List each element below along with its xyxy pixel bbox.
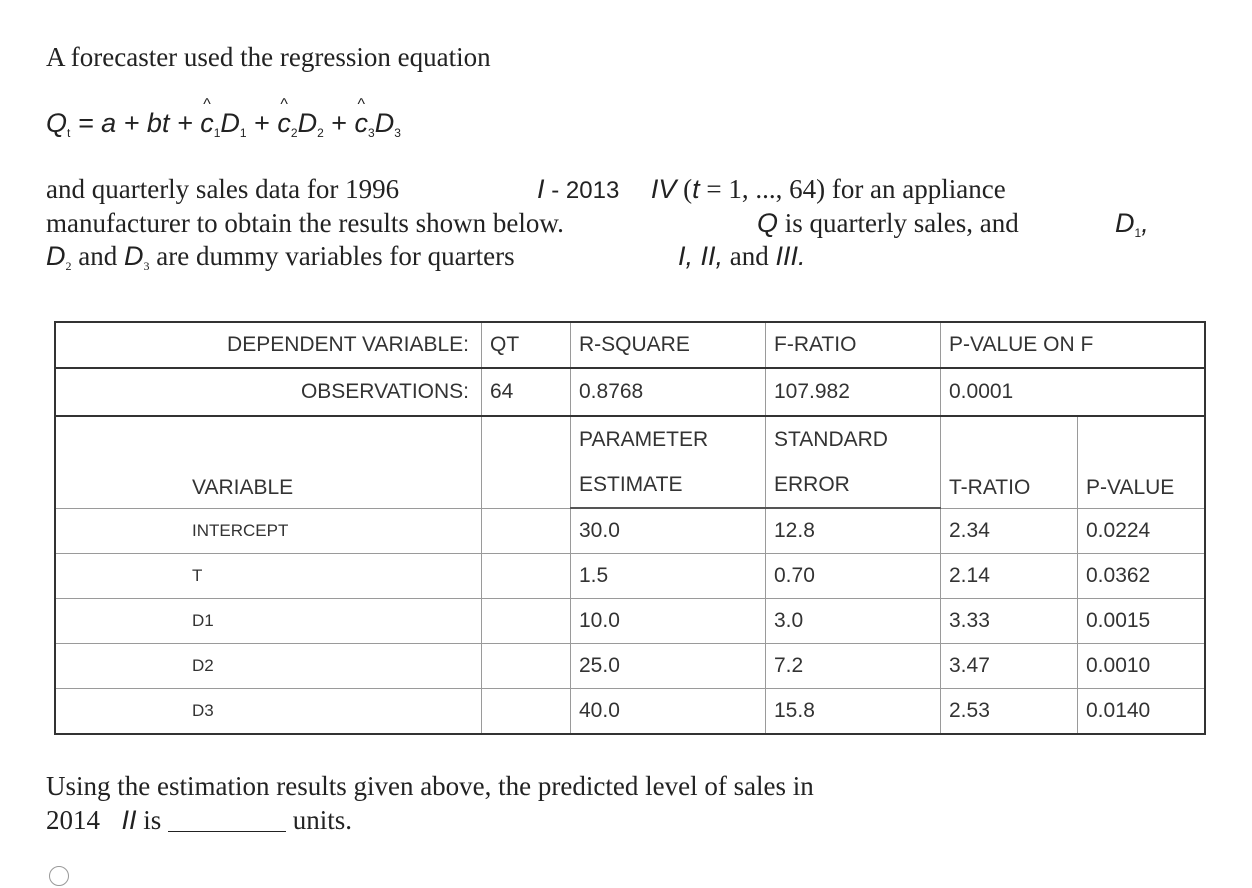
eq-plus-2: + [323, 108, 355, 138]
eq-d3: D [374, 108, 395, 138]
estimate: 10.0 [571, 599, 766, 644]
p-value: 0.0140 [1078, 689, 1206, 735]
para-l3g: III. [775, 241, 806, 271]
var-name: D3 [55, 689, 482, 735]
para-l3c-sub: 3 [143, 259, 150, 273]
se-header-top: STANDARD [766, 416, 941, 463]
t-ratio: 3.47 [941, 644, 1078, 689]
p-value: 0.0015 [1078, 599, 1206, 644]
para-line-3 [46, 241, 515, 274]
para-line-1b [537, 174, 1006, 205]
closing-is: is [143, 805, 162, 835]
t-ratio-header: T-RATIO [941, 416, 1078, 508]
para-l3a: D [46, 241, 66, 271]
eq-d1-sub: 1 [239, 126, 247, 140]
eq-c1: c ^ [200, 108, 214, 139]
regression-equation [46, 108, 401, 140]
p-value: 0.0224 [1078, 508, 1206, 554]
table-row [55, 644, 1205, 689]
f-ratio-value: 107.982 [766, 368, 941, 416]
blank-cell [482, 508, 571, 554]
blank-cell [482, 599, 571, 644]
para-line-1 [46, 174, 399, 205]
eq-rhs-start: = a + bt + [77, 108, 201, 138]
para-l1c: - 2013 [551, 177, 620, 204]
eq-c3: c ^ [355, 108, 369, 139]
var-name: INTERCEPT [55, 508, 482, 554]
para-l1g: = 1, ..., 64) for an appliance [699, 174, 1006, 204]
para-line-3b [678, 241, 806, 272]
intro-text: A forecaster used the regression equation [46, 42, 491, 72]
std-error: 0.70 [766, 554, 941, 599]
para-l2e: , [1141, 208, 1149, 238]
f-ratio-label: F-RATIO [766, 322, 941, 368]
table-row [55, 554, 1205, 599]
obs-label: OBSERVATIONS: [55, 368, 482, 416]
para-l3d: are dummy variables for quarters [156, 241, 515, 271]
std-error: 12.8 [766, 508, 941, 554]
eq-c3-sub: 3 [368, 126, 375, 140]
closing-line-1: Using the estimation results given above, the predicted level of sales in [46, 771, 814, 801]
eq-lhs: Q [46, 108, 68, 138]
closing-quarter: II [121, 805, 137, 835]
t-ratio: 2.14 [941, 554, 1078, 599]
para-line-2 [46, 208, 564, 239]
para-l3c: D [123, 241, 144, 271]
para-l1d: IV [650, 174, 677, 204]
table-header-row-2 [55, 368, 1205, 416]
param-header-bottom: ESTIMATE [571, 463, 766, 508]
para-l2a: manufacturer to obtain the results shown below. [46, 208, 564, 238]
para-l1a: and quarterly sales data for 1996 [46, 174, 400, 204]
eq-c2: c ^ [277, 108, 291, 139]
answer-blank [168, 809, 286, 832]
para-l2d: D [1115, 208, 1135, 238]
std-error: 3.0 [766, 599, 941, 644]
estimate: 1.5 [571, 554, 766, 599]
t-ratio: 2.53 [941, 689, 1078, 735]
table-row [55, 508, 1205, 554]
rsq-label: R-SQUARE [571, 322, 766, 368]
answer-option-radio[interactable] [49, 866, 69, 886]
p-value: 0.0010 [1078, 644, 1206, 689]
eq-c2-sub: 2 [290, 126, 298, 140]
blank-header-cell [482, 416, 571, 508]
eq-plus-1: + [246, 108, 278, 138]
param-header-top: PARAMETER [571, 416, 766, 463]
dep-var-label: DEPENDENT VARIABLE: [55, 322, 482, 368]
p-value-header: P-VALUE [1078, 416, 1206, 508]
table-row [55, 599, 1205, 644]
eq-d2-sub: 2 [317, 126, 324, 140]
eq-d2: D [297, 108, 318, 138]
para-l2d-sub: 1 [1134, 226, 1142, 240]
t-ratio: 3.33 [941, 599, 1078, 644]
dep-var-value: QT [482, 322, 571, 368]
eq-c1-sub: 1 [213, 126, 221, 140]
eq-lhs-sub: t [67, 126, 71, 140]
para-l1b: I [537, 174, 545, 204]
std-error: 15.8 [766, 689, 941, 735]
column-header-top [55, 416, 1205, 463]
para-l2b: Q [757, 208, 779, 238]
para-l3a-sub: 2 [65, 259, 72, 273]
estimate: 30.0 [571, 508, 766, 554]
para-l3f: and [729, 241, 769, 271]
para-l1f: t [692, 174, 700, 204]
p-value-f-value: 0.0001 [941, 368, 1206, 416]
closing-year: 2014 [46, 805, 100, 835]
estimate: 25.0 [571, 644, 766, 689]
p-value: 0.0362 [1078, 554, 1206, 599]
closing-units: units. [292, 805, 353, 835]
var-name: D2 [55, 644, 482, 689]
variable-header: VARIABLE [55, 416, 482, 508]
t-ratio: 2.34 [941, 508, 1078, 554]
table-header-row-1 [55, 322, 1205, 368]
blank-cell [482, 644, 571, 689]
rsq-value: 0.8768 [571, 368, 766, 416]
eq-d1: D [220, 108, 240, 138]
p-value-f-label: P-VALUE ON F [941, 322, 1206, 368]
std-error: 7.2 [766, 644, 941, 689]
table-row [55, 689, 1205, 735]
var-name: D1 [55, 599, 482, 644]
estimate: 40.0 [571, 689, 766, 735]
obs-value: 64 [482, 368, 571, 416]
regression-results-table [54, 321, 1206, 735]
para-l1e: ( [683, 174, 693, 204]
closing-line-2 [46, 805, 352, 836]
eq-d3-sub: 3 [394, 126, 401, 140]
para-line-2b [757, 208, 1019, 239]
para-line-2c [1115, 208, 1149, 240]
para-l2c: is quarterly sales, and [784, 208, 1019, 238]
blank-cell [482, 689, 571, 735]
para-l3b: and [78, 241, 118, 271]
se-header-bottom: ERROR [766, 463, 941, 508]
var-name: T [55, 554, 482, 599]
para-l3e: I, II, [678, 241, 724, 271]
blank-cell [482, 554, 571, 599]
